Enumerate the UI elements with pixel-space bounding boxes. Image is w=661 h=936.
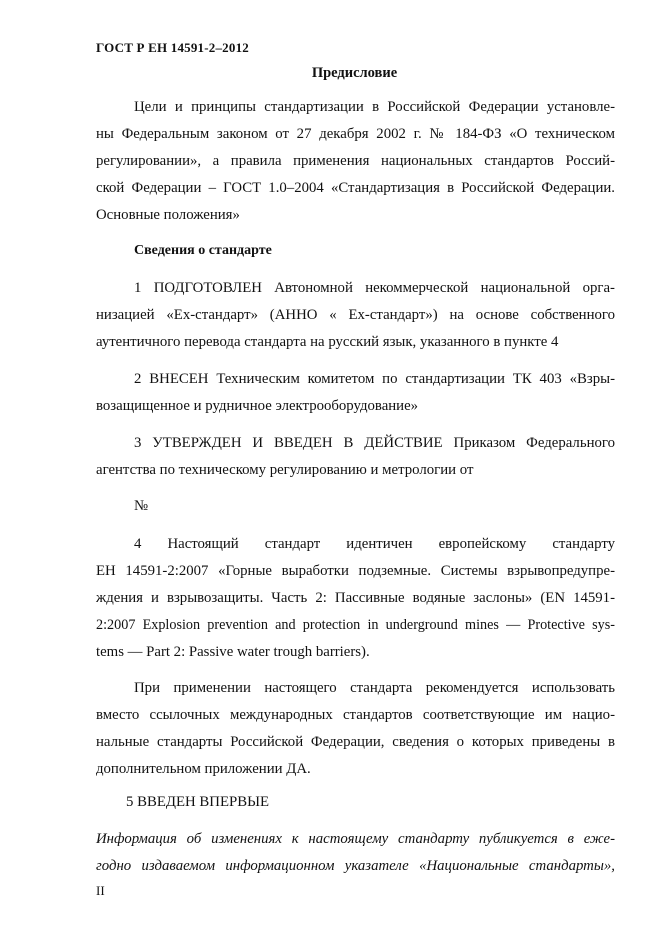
item4-line-4: 2:2007 Explosion prevention and protection in underground mines — Protective sys- [96,617,615,633]
item4-line-2: ЕН 14591-2:2007 «Горные выработки подземные. Системы взрывопредупре- [96,563,615,579]
note-line-3: нальные стандарты Российской Федерации, сведения о которых приведены в [96,734,615,750]
note-line-4: дополнительном приложении ДА. [96,761,311,777]
foreword-title: Предисловие [311,65,398,81]
item1-line-1: 1 ПОДГОТОВЛЕН Автономной некоммерческой национальной орга- [134,280,615,296]
item3-line-1: 3 УТВЕРЖДЕН И ВВЕДЕН В ДЕЙСТВИЕ Приказом Федерального [134,435,615,451]
item1-line-2: низацией «Ех-стандарт» (АННО « Ех-стандарт») на основе собственного [96,307,615,323]
page-number: II [96,883,105,898]
intro-line-5: Основные положения» [96,207,240,223]
item5-line: 5 ВВЕДЕН ВПЕРВЫЕ [126,794,270,810]
item2-line-1: 2 ВНЕСЕН Техническим комитетом по стандартизации ТК 403 «Взры- [134,371,615,387]
item4-line-1: 4 Настоящий стандарт идентичен европейскому стандарту [134,536,615,552]
section-title: Сведения о стандарте [134,243,272,258]
intro-line-2: ны Федеральным законом от 27 декабря 2002 г. № 184-ФЗ «О техническом [96,126,615,142]
item2-line-2: возащищенное и рудничное электрооборудование» [96,398,419,414]
note-line-2: вместо ссылочных международных стандартов соответствующие им нацио- [96,707,615,723]
intro-line-1: Цели и принципы стандартизации в Российской Федерации установле- [134,99,615,115]
item4-line-5: tems — Part 2: Passive water trough barriers). [96,644,370,660]
item3-line-2: агентства по техническому регулированию и метрологии от [96,462,474,478]
item4-line-3: ждения и взрывозащиты. Часть 2: Пассивные водяные заслоны» (EN 14591- [96,590,615,606]
info-line-1: Информация об изменениях к настоящему стандарту публикуется в еже- [96,831,615,847]
item1-line-3: аутентичного перевода стандарта на русский язык, указанного в пункте 4 [96,334,559,350]
note-line-1: При применении настоящего стандарта рекомендуется использовать [134,680,615,696]
info-line-2: годно издаваемом информационном указателе «Национальные стандарты», [96,858,615,874]
intro-line-4: ской Федерации – ГОСТ 1.0–2004 «Стандартизация в Российской Федерации. [96,180,615,196]
item3-number-sign: № [134,498,149,514]
intro-line-3: регулировании», а правила применения национальных стандартов Россий- [96,153,615,169]
standard-code-header: ГОСТ Р ЕН 14591-2–2012 [96,40,249,55]
